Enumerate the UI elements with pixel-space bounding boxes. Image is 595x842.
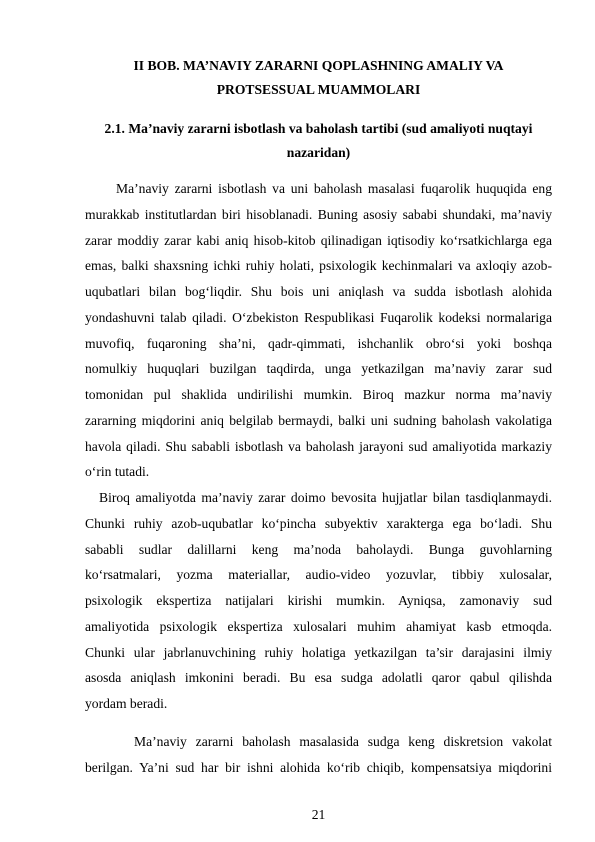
paragraph-line: tomonidan pul shaklida undirilishi mumkin. Biroq mazkur norma ma’naviy bbox=[85, 387, 552, 402]
paragraph-line: amaliyotida psixologik ekspertiza xulosalari muhim ahamiyat kasb etmoqda. bbox=[85, 619, 552, 634]
paragraph-line: o‘rin tutadi. bbox=[85, 464, 150, 479]
paragraph-line: Chunki ular jabrlanuvchining ruhiy holatiga yetkazilgan ta’sir darajasini ilmiy bbox=[85, 645, 552, 660]
paragraph-line: Chunki ruhiy azob-uqubatlar ko‘pincha subyektiv xarakterga ega bo‘ladi. Shu bbox=[85, 516, 552, 531]
paragraph-line: sababli sudlar dalillarni keng ma’noda baholaydi. Bunga guvohlarning bbox=[85, 542, 552, 557]
paragraph-line: ko‘rsatmalari, yozma materiallar, audio-video yozuvlar, tibbiy xulosalar, bbox=[85, 567, 552, 582]
section-title-line-2: nazaridan) bbox=[286, 145, 351, 160]
section-title bbox=[85, 117, 552, 165]
paragraph-line: yondashuvni talab qiladi. O‘zbekiston Respublikasi Fuqarolik kodeksi normalariga bbox=[85, 310, 552, 325]
page-number: 21 bbox=[311, 807, 326, 822]
chapter-title-line-2: PROTSESSUAL MUAMMOLARI bbox=[216, 82, 421, 97]
paragraph-line: murakkab institutlardan biri hisoblanadi. Buning asosiy sababi shundaki, ma’naviy bbox=[85, 207, 552, 222]
paragraph-line: uqubatlari bilan bog‘liqdir. Shu bois uni aniqlash va sudda isbotlash alohida bbox=[85, 284, 552, 299]
paragraph-line: zararning miqdorini aniq belgilab bermaydi, balki uni sudning baholash vakolatiga bbox=[85, 413, 552, 428]
paragraph-line: Ma’naviy zararni isbotlash va uni baholash masalasi fuqarolik huquqida eng bbox=[116, 181, 552, 196]
paragraph-line: havola qiladi. Shu sababli isbotlash va baholash jarayoni sud amaliyotida markaziy bbox=[85, 439, 552, 454]
chapter-title bbox=[85, 54, 552, 102]
section-title-line-1: 2.1. Ma’naviy zararni isbotlash va baholash tartibi (sud amaliyoti nuqtayi bbox=[104, 121, 533, 136]
paragraph-line: berilgan. Ya’ni sud har bir ishni alohida ko‘rib chiqib, kompensatsiya miqdorini bbox=[85, 760, 552, 775]
paragraph-line: emas, balki shaxsning ichki ruhiy holati, psixologik kechinmalari va axloqiy azob- bbox=[85, 258, 552, 273]
paragraph-line: psixologik ekspertiza natijalari kirishi mumkin. Ayniqsa, zamonaviy sud bbox=[85, 593, 552, 608]
paragraph-line: zarar moddiy zarar kabi aniq hisob-kitob qilinadigan iqtisodiy ko‘rsatkichlarga ega bbox=[85, 233, 552, 248]
paragraph-line: nomulkiy huquqlari buzilgan taqdirda, unga yetkazilgan ma’naviy zarar sud bbox=[85, 361, 552, 376]
paragraph-line: yordam beradi. bbox=[85, 696, 168, 711]
paragraph-line: Biroq amaliyotda ma’naviy zarar doimo bevosita hujjatlar bilan tasdiqlanmaydi. bbox=[99, 490, 552, 505]
chapter-title-line-1: II BOB. MA’NAVIY ZARARNI QOPLASHNING AMALIY VA bbox=[133, 58, 504, 73]
paragraph-line: asosda aniqlash imkonini beradi. Bu esa sudga adolatli qaror qabul qilishda bbox=[85, 670, 552, 685]
paragraph-line: Ma’naviy zararni baholash masalasida sudga keng diskretsion vakolat bbox=[134, 734, 552, 749]
paragraph-line: muvofiq, fuqaroning sha’ni, qadr-qimmati, ishchanlik obro‘si yoki boshqa bbox=[85, 336, 552, 351]
